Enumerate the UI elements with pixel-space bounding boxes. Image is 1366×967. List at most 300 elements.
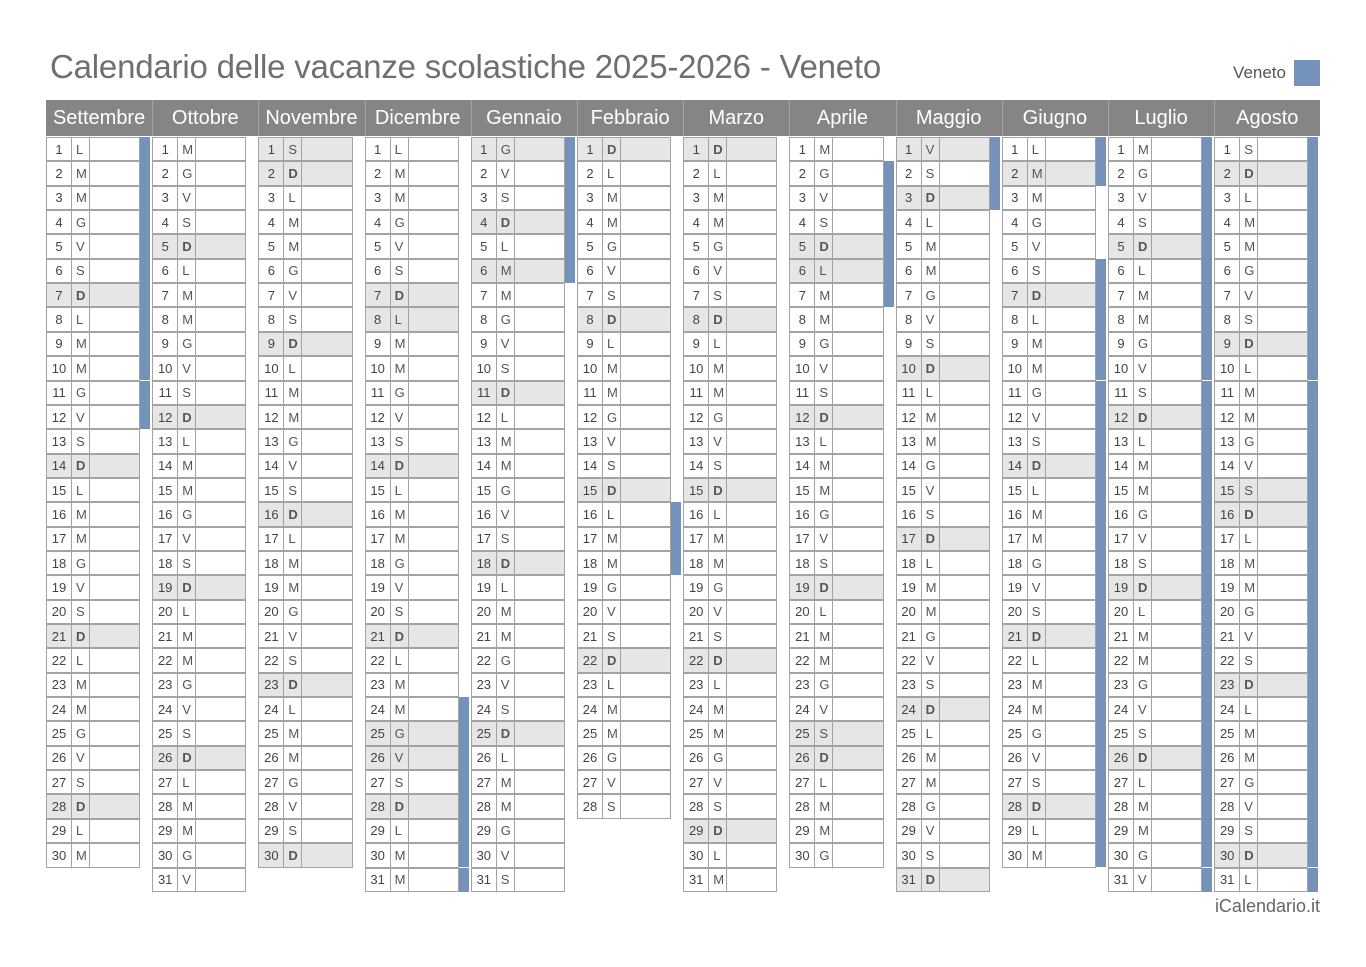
weekday-letter: S xyxy=(72,601,90,623)
day-note-cell xyxy=(515,138,564,160)
day-note-cell xyxy=(1152,698,1201,720)
day-number: 21 xyxy=(1215,625,1240,647)
day-number: 25 xyxy=(153,722,178,744)
weekday-letter: G xyxy=(178,674,196,696)
day-number: 2 xyxy=(366,162,391,184)
day-row xyxy=(896,600,990,624)
holiday-marker xyxy=(1202,746,1212,770)
day-number: 18 xyxy=(366,552,391,574)
day-number: 13 xyxy=(366,430,391,452)
weekday-letter: S xyxy=(72,430,90,452)
day-row xyxy=(1214,307,1308,331)
weekday-letter: V xyxy=(284,625,302,647)
day-row xyxy=(896,454,990,478)
weekday-letter: V xyxy=(497,333,515,355)
weekday-letter: V xyxy=(815,528,833,550)
weekday-letter: G xyxy=(178,162,196,184)
weekday-letter: M xyxy=(922,430,940,452)
day-note-cell xyxy=(515,795,564,817)
day-number: 10 xyxy=(259,357,284,379)
weekday-letter: D xyxy=(1028,795,1046,817)
holiday-marker xyxy=(1202,332,1212,356)
day-row xyxy=(1002,478,1096,502)
day-row xyxy=(258,210,352,234)
day-row xyxy=(896,746,990,770)
day-note-cell xyxy=(833,382,882,404)
weekday-letter: M xyxy=(178,649,196,671)
weekday-letter: D xyxy=(1028,625,1046,647)
day-number: 10 xyxy=(897,357,922,379)
weekday-letter: M xyxy=(391,503,409,525)
day-row xyxy=(152,234,246,258)
holiday-marker xyxy=(1308,307,1318,331)
day-note-cell xyxy=(302,747,351,769)
day-note-cell xyxy=(833,552,882,574)
day-note-cell xyxy=(727,382,776,404)
weekday-letter: G xyxy=(922,455,940,477)
day-note-cell xyxy=(302,503,351,525)
day-number: 14 xyxy=(259,455,284,477)
weekday-letter: S xyxy=(1028,601,1046,623)
day-number: 3 xyxy=(366,187,391,209)
day-note-cell xyxy=(727,552,776,574)
day-note-cell xyxy=(1258,844,1307,866)
day-row xyxy=(1214,234,1308,258)
day-row xyxy=(1108,161,1202,185)
holiday-marker xyxy=(1096,843,1106,867)
day-note-cell xyxy=(621,698,670,720)
day-note-cell xyxy=(515,479,564,501)
day-row xyxy=(152,600,246,624)
day-row xyxy=(365,137,459,161)
day-number: 13 xyxy=(578,430,603,452)
weekday-letter: S xyxy=(922,674,940,696)
day-row xyxy=(1214,210,1308,234)
day-note-cell xyxy=(833,698,882,720)
holiday-marker xyxy=(1308,843,1318,867)
day-note-cell xyxy=(940,162,989,184)
day-number: 8 xyxy=(790,308,815,330)
day-row xyxy=(365,161,459,185)
weekday-letter: G xyxy=(603,406,621,428)
holiday-marker xyxy=(1308,259,1318,283)
day-row xyxy=(683,210,777,234)
day-note-cell xyxy=(409,430,458,452)
weekday-letter: D xyxy=(391,795,409,817)
weekday-letter: V xyxy=(497,162,515,184)
day-number: 9 xyxy=(366,333,391,355)
day-number: 22 xyxy=(1109,649,1134,671)
weekday-letter: D xyxy=(72,795,90,817)
day-note-cell xyxy=(1046,601,1095,623)
day-note-cell xyxy=(515,455,564,477)
day-number: 21 xyxy=(47,625,72,647)
day-note-cell xyxy=(196,260,245,282)
day-row xyxy=(471,259,565,283)
day-number: 3 xyxy=(897,187,922,209)
day-number: 28 xyxy=(790,795,815,817)
holiday-marker xyxy=(1202,186,1212,210)
day-number: 3 xyxy=(1003,187,1028,209)
day-number: 16 xyxy=(153,503,178,525)
weekday-letter: V xyxy=(1134,528,1152,550)
day-number: 27 xyxy=(153,771,178,793)
holiday-marker xyxy=(1308,429,1318,453)
weekday-letter: G xyxy=(603,576,621,598)
holiday-marker xyxy=(565,234,575,258)
weekday-letter: V xyxy=(922,138,940,160)
day-note-cell xyxy=(1258,869,1307,891)
day-number: 7 xyxy=(790,284,815,306)
day-row xyxy=(1002,454,1096,478)
weekday-letter: V xyxy=(1240,795,1258,817)
holiday-marker xyxy=(1096,721,1106,745)
day-number: 16 xyxy=(259,503,284,525)
holiday-marker xyxy=(459,868,469,892)
day-row xyxy=(258,600,352,624)
day-note-cell xyxy=(1258,576,1307,598)
day-number: 24 xyxy=(897,698,922,720)
day-note-cell xyxy=(1152,308,1201,330)
day-note-cell xyxy=(196,771,245,793)
day-note-cell xyxy=(940,211,989,233)
day-row xyxy=(46,624,140,648)
header-separator xyxy=(577,100,578,136)
day-number: 29 xyxy=(472,820,497,842)
day-number: 29 xyxy=(259,820,284,842)
weekday-letter: M xyxy=(603,211,621,233)
weekday-letter: G xyxy=(1240,430,1258,452)
day-number: 30 xyxy=(366,844,391,866)
holiday-marker xyxy=(1308,819,1318,843)
day-row xyxy=(896,770,990,794)
day-row xyxy=(896,161,990,185)
day-number: 26 xyxy=(259,747,284,769)
day-row xyxy=(896,843,990,867)
holiday-marker xyxy=(1096,746,1106,770)
day-note-cell xyxy=(409,625,458,647)
day-number: 21 xyxy=(153,625,178,647)
day-number: 25 xyxy=(472,722,497,744)
day-row xyxy=(152,648,246,672)
day-number: 17 xyxy=(153,528,178,550)
legend-label: Veneto xyxy=(1233,63,1286,82)
day-number: 17 xyxy=(259,528,284,550)
day-note-cell xyxy=(196,747,245,769)
weekday-letter: G xyxy=(497,649,515,671)
holiday-marker xyxy=(1202,356,1212,380)
day-number: 16 xyxy=(366,503,391,525)
weekday-letter: G xyxy=(1134,844,1152,866)
weekday-letter: D xyxy=(815,235,833,257)
day-note-cell xyxy=(1046,747,1095,769)
day-number: 28 xyxy=(578,795,603,817)
holiday-marker xyxy=(1308,527,1318,551)
day-number: 21 xyxy=(1109,625,1134,647)
weekday-letter: M xyxy=(72,187,90,209)
day-row xyxy=(1108,697,1202,721)
day-number: 10 xyxy=(578,357,603,379)
day-note-cell xyxy=(621,162,670,184)
day-number: 23 xyxy=(1109,674,1134,696)
day-note-cell xyxy=(302,674,351,696)
day-row xyxy=(789,454,883,478)
weekday-letter: D xyxy=(284,844,302,866)
day-note-cell xyxy=(1152,576,1201,598)
holiday-marker xyxy=(1202,600,1212,624)
month-header: Luglio xyxy=(1108,100,1214,136)
weekday-letter: G xyxy=(922,284,940,306)
weekday-letter: M xyxy=(497,430,515,452)
day-row xyxy=(365,259,459,283)
day-note-cell xyxy=(515,308,564,330)
day-number: 25 xyxy=(578,722,603,744)
day-note-cell xyxy=(940,357,989,379)
day-note-cell xyxy=(1046,820,1095,842)
weekday-letter: L xyxy=(284,357,302,379)
day-number: 16 xyxy=(1109,503,1134,525)
weekday-letter: M xyxy=(922,601,940,623)
day-row xyxy=(1214,429,1308,453)
day-number: 22 xyxy=(578,649,603,671)
weekday-letter: L xyxy=(1134,601,1152,623)
day-note-cell xyxy=(302,382,351,404)
day-row xyxy=(1214,843,1308,867)
day-number: 5 xyxy=(578,235,603,257)
day-number: 28 xyxy=(1215,795,1240,817)
day-row xyxy=(365,186,459,210)
day-note-cell xyxy=(515,674,564,696)
day-row xyxy=(46,478,140,502)
day-note-cell xyxy=(515,211,564,233)
holiday-marker xyxy=(1096,332,1106,356)
day-number: 5 xyxy=(472,235,497,257)
day-note-cell xyxy=(1152,820,1201,842)
weekday-letter: M xyxy=(922,771,940,793)
weekday-letter: D xyxy=(497,552,515,574)
day-number: 31 xyxy=(1109,869,1134,891)
day-note-cell xyxy=(90,552,139,574)
day-number: 30 xyxy=(259,844,284,866)
day-note-cell xyxy=(90,503,139,525)
day-row xyxy=(365,746,459,770)
day-note-cell xyxy=(621,308,670,330)
weekday-letter: M xyxy=(815,479,833,501)
weekday-letter: M xyxy=(603,698,621,720)
day-row xyxy=(683,868,777,892)
day-note-cell xyxy=(1258,162,1307,184)
day-row xyxy=(152,819,246,843)
day-row xyxy=(1214,770,1308,794)
weekday-letter: D xyxy=(709,479,727,501)
day-note-cell xyxy=(1152,869,1201,891)
weekday-letter: S xyxy=(603,455,621,477)
day-row xyxy=(577,721,671,745)
day-row xyxy=(789,161,883,185)
weekday-letter: L xyxy=(1240,357,1258,379)
day-number: 24 xyxy=(153,698,178,720)
weekday-letter: M xyxy=(391,357,409,379)
day-note-cell xyxy=(409,747,458,769)
day-row xyxy=(1002,624,1096,648)
month-header: Novembre xyxy=(258,100,364,136)
day-number: 1 xyxy=(472,138,497,160)
day-number: 26 xyxy=(897,747,922,769)
weekday-letter: M xyxy=(922,235,940,257)
weekday-letter: V xyxy=(72,576,90,598)
weekday-letter: G xyxy=(1028,552,1046,574)
weekday-letter: D xyxy=(603,649,621,671)
day-number: 6 xyxy=(47,260,72,282)
day-note-cell xyxy=(833,528,882,550)
day-row xyxy=(1002,721,1096,745)
day-note-cell xyxy=(1152,211,1201,233)
day-number: 6 xyxy=(1109,260,1134,282)
day-row xyxy=(896,624,990,648)
weekday-letter: M xyxy=(709,869,727,891)
day-note-cell xyxy=(940,576,989,598)
weekday-letter: L xyxy=(391,479,409,501)
weekday-letter: M xyxy=(72,698,90,720)
day-row xyxy=(471,502,565,526)
day-number: 12 xyxy=(472,406,497,428)
day-row xyxy=(471,137,565,161)
day-note-cell xyxy=(727,187,776,209)
weekday-letter: L xyxy=(178,601,196,623)
day-number: 6 xyxy=(1003,260,1028,282)
day-note-cell xyxy=(833,430,882,452)
holiday-marker xyxy=(990,186,1000,210)
day-number: 30 xyxy=(47,844,72,866)
day-number: 20 xyxy=(472,601,497,623)
day-note-cell xyxy=(90,357,139,379)
legend xyxy=(1233,60,1320,86)
weekday-letter: G xyxy=(72,382,90,404)
weekday-letter: D xyxy=(603,479,621,501)
day-number: 5 xyxy=(47,235,72,257)
day-note-cell xyxy=(515,698,564,720)
day-row xyxy=(896,868,990,892)
day-number: 2 xyxy=(1003,162,1028,184)
day-number: 8 xyxy=(1109,308,1134,330)
day-note-cell xyxy=(409,795,458,817)
day-note-cell xyxy=(1046,187,1095,209)
day-row xyxy=(1108,332,1202,356)
day-number: 27 xyxy=(1003,771,1028,793)
day-note-cell xyxy=(940,333,989,355)
day-row xyxy=(152,697,246,721)
day-note-cell xyxy=(1152,503,1201,525)
day-number: 27 xyxy=(1215,771,1240,793)
weekday-letter: M xyxy=(1240,382,1258,404)
day-row xyxy=(577,770,671,794)
day-row xyxy=(46,283,140,307)
day-row xyxy=(896,307,990,331)
day-number: 25 xyxy=(684,722,709,744)
day-number: 12 xyxy=(1109,406,1134,428)
day-note-cell xyxy=(302,795,351,817)
day-note-cell xyxy=(1046,649,1095,671)
day-row xyxy=(789,648,883,672)
day-number: 1 xyxy=(153,138,178,160)
day-row xyxy=(1214,746,1308,770)
header-separator xyxy=(1214,100,1215,136)
day-number: 12 xyxy=(1003,406,1028,428)
holiday-marker xyxy=(884,210,894,234)
day-note-cell xyxy=(940,382,989,404)
day-number: 6 xyxy=(366,260,391,282)
day-note-cell xyxy=(621,333,670,355)
day-row xyxy=(1214,551,1308,575)
day-number: 17 xyxy=(897,528,922,550)
weekday-letter: S xyxy=(1240,138,1258,160)
day-number: 8 xyxy=(472,308,497,330)
day-note-cell xyxy=(1258,211,1307,233)
weekday-letter: G xyxy=(497,138,515,160)
weekday-letter: M xyxy=(391,333,409,355)
day-note-cell xyxy=(940,138,989,160)
day-number: 26 xyxy=(1003,747,1028,769)
day-row xyxy=(683,356,777,380)
day-number: 14 xyxy=(472,455,497,477)
day-number: 14 xyxy=(578,455,603,477)
day-note-cell xyxy=(409,308,458,330)
day-note-cell xyxy=(833,455,882,477)
day-note-cell xyxy=(90,771,139,793)
day-number: 5 xyxy=(259,235,284,257)
day-note-cell xyxy=(1258,382,1307,404)
weekday-letter: M xyxy=(178,795,196,817)
day-note-cell xyxy=(1046,698,1095,720)
day-number: 27 xyxy=(472,771,497,793)
day-number: 20 xyxy=(1109,601,1134,623)
holiday-marker xyxy=(1308,356,1318,380)
day-number: 27 xyxy=(578,771,603,793)
day-note-cell xyxy=(409,844,458,866)
weekday-letter: D xyxy=(1134,406,1152,428)
day-number: 9 xyxy=(578,333,603,355)
weekday-letter: L xyxy=(1028,138,1046,160)
day-number: 26 xyxy=(1109,747,1134,769)
day-number: 9 xyxy=(790,333,815,355)
day-row xyxy=(683,843,777,867)
weekday-letter: M xyxy=(709,722,727,744)
day-number: 2 xyxy=(684,162,709,184)
footer-credit: iCalendario.it xyxy=(1214,896,1320,916)
day-row xyxy=(683,721,777,745)
day-row xyxy=(365,234,459,258)
weekday-letter: L xyxy=(709,503,727,525)
day-row xyxy=(471,356,565,380)
holiday-marker xyxy=(1096,405,1106,429)
weekday-letter: V xyxy=(815,187,833,209)
day-number: 8 xyxy=(1003,308,1028,330)
day-number: 11 xyxy=(790,382,815,404)
day-number: 7 xyxy=(1109,284,1134,306)
day-row xyxy=(577,283,671,307)
weekday-letter: G xyxy=(284,601,302,623)
day-note-cell xyxy=(1258,722,1307,744)
holiday-marker xyxy=(1308,624,1318,648)
day-note-cell xyxy=(90,528,139,550)
weekday-letter: M xyxy=(1240,406,1258,428)
day-note-cell xyxy=(1258,698,1307,720)
day-number: 20 xyxy=(153,601,178,623)
day-number: 31 xyxy=(897,869,922,891)
day-row xyxy=(258,551,352,575)
weekday-letter: D xyxy=(815,406,833,428)
weekday-letter: D xyxy=(391,625,409,647)
